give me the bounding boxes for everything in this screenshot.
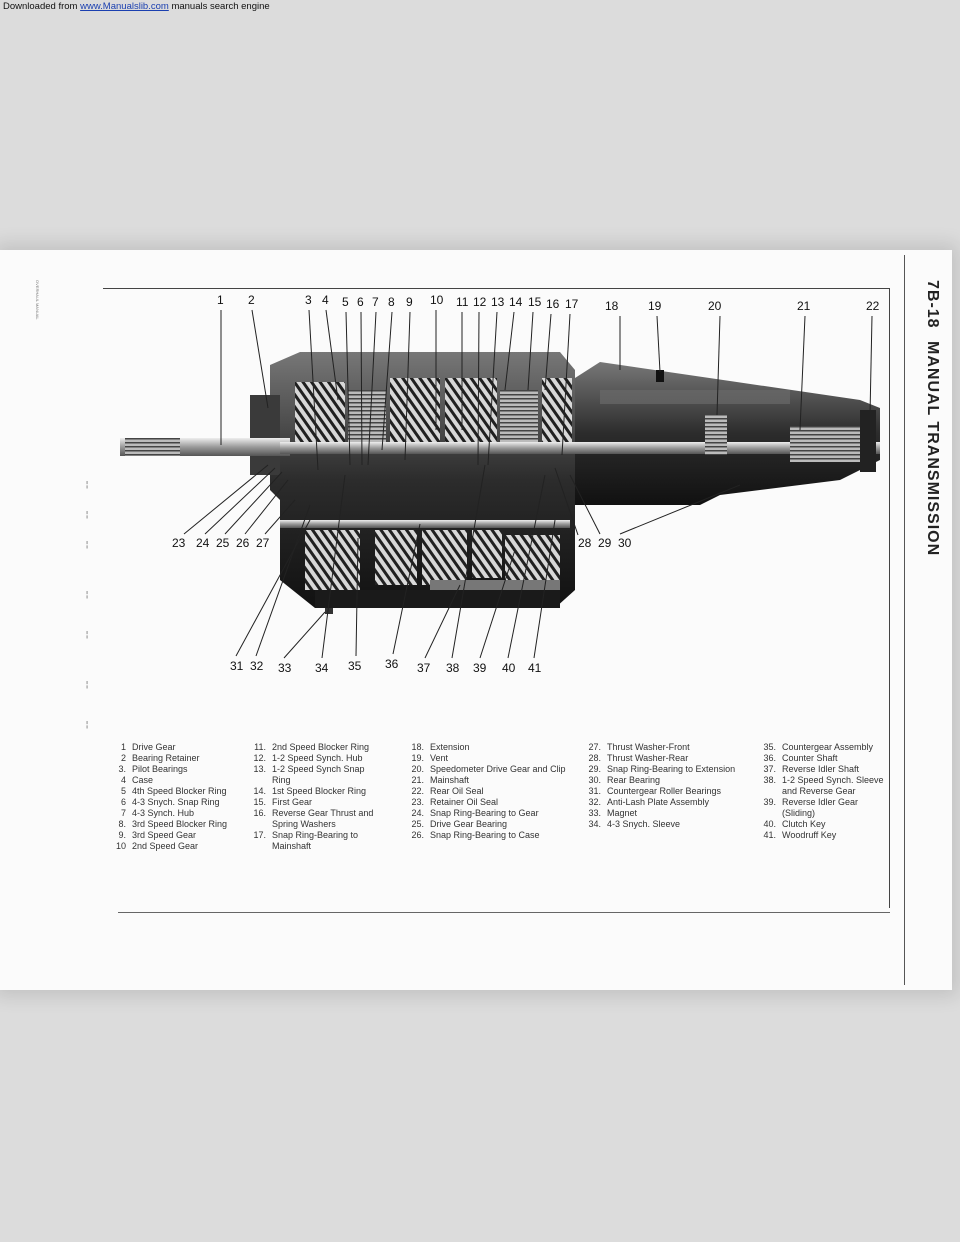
callout-39: 39: [473, 661, 487, 675]
callout-15: 15: [528, 295, 542, 309]
download-banner: [0, 0, 960, 14]
callout-20: 20: [708, 299, 722, 313]
legend-entry: [585, 764, 755, 775]
legend-entry: [408, 797, 568, 808]
legend-entry-number: 36.: [763, 753, 776, 763]
synch-hub-3-4: [348, 390, 386, 442]
legend-entry: [110, 830, 250, 841]
legend-entry-number: 5: [120, 786, 126, 796]
legend-entry-number: 10: [115, 841, 126, 851]
legend-entry: [110, 764, 250, 775]
legend-entry: [585, 786, 755, 797]
legend-entry: [408, 808, 568, 819]
section-title: MANUAL TRANSMISSION: [924, 340, 941, 556]
legend-entry-text: First Gear: [272, 797, 313, 807]
legend-entry: [760, 764, 890, 775]
legend-entry: [110, 808, 250, 819]
legend-entry-number: 39.: [763, 797, 776, 807]
legend-entry-number: 25.: [411, 819, 424, 829]
third-gear: [390, 378, 440, 442]
legend-column-5: [760, 742, 890, 841]
legend-entry-number: 27.: [588, 742, 601, 752]
legend-entry-number: 2: [120, 753, 126, 763]
legend-entry: [110, 786, 250, 797]
legend-entry: [585, 808, 755, 819]
legend-entry: [110, 797, 250, 808]
legend-entry: [408, 764, 568, 775]
legend-entry: [408, 742, 568, 753]
legend-entry-text: Drive Gear: [132, 742, 176, 752]
legend-entry: [250, 786, 380, 797]
legend-column-4: [585, 742, 755, 830]
legend-entry: [110, 841, 250, 852]
drive-gear-spline: [125, 438, 180, 456]
legend-entry-number: 20.: [411, 764, 424, 774]
legend-entry-text: Mainshaft: [430, 775, 470, 785]
legend-entry-number: 34.: [588, 819, 601, 829]
legend-entry-number: 6: [120, 797, 126, 807]
legend-entry-text: Bearing Retainer: [132, 753, 200, 763]
legend-entry-number: 33.: [588, 808, 601, 818]
legend-entry: [408, 753, 568, 764]
countergear-4: [472, 530, 502, 578]
legend-entry-text: 1st Speed Blocker Ring: [272, 786, 367, 796]
callout-3: 3: [305, 293, 312, 307]
legend-entry-text: Retainer Oil Seal: [430, 797, 499, 807]
legend-entry: [110, 775, 250, 786]
legend-column-2: [250, 742, 380, 852]
legend-entry-number: 9.: [118, 830, 126, 840]
legend-entry-text: Drive Gear Bearing: [430, 819, 508, 829]
legend-entry: [760, 753, 890, 764]
legend-entry: [585, 742, 755, 753]
figure-frame-bottom: [118, 912, 890, 913]
callouts-top: [217, 293, 880, 313]
legend-entry: [110, 753, 250, 764]
legend-entry-number: 30.: [588, 775, 601, 785]
callout-14: 14: [509, 295, 523, 309]
callout-26: 26: [236, 536, 250, 550]
legend-entry-number: 24.: [411, 808, 424, 818]
callout-40: 40: [502, 661, 516, 675]
legend-entry-number: 40.: [763, 819, 776, 829]
legend-entry: [250, 830, 380, 852]
legend-entry-number: 18.: [411, 742, 424, 752]
legend-entry-number: 12.: [253, 753, 266, 763]
legend-entry-number: 8.: [118, 819, 126, 829]
callout-8: 8: [388, 295, 395, 309]
margin-note: OVERHAUL MANUAL: [35, 280, 40, 320]
callout-29: 29: [598, 536, 612, 550]
legend-entry: [250, 764, 380, 786]
legend-entry-number: 17.: [253, 830, 266, 840]
legend-entry-number: 14.: [253, 786, 266, 796]
legend-entry-number: 11.: [254, 742, 266, 752]
reverse-idler-shaft: [430, 580, 560, 590]
legend-entry-text: Reverse Idler Shaft: [782, 764, 860, 774]
legend-entry-text: Rear Oil Seal: [430, 786, 484, 796]
counter-shaft: [280, 520, 570, 528]
legend-entry-number: 1: [120, 742, 126, 752]
legend-entry: [760, 797, 890, 819]
legend-entry-text: 4-3 Snych. Snap Ring: [132, 797, 220, 807]
countergear-1: [305, 530, 360, 590]
legend-entry: [408, 819, 568, 830]
legend-entry-text: 3rd Speed Blocker Ring: [132, 819, 228, 829]
callout-28: 28: [578, 536, 592, 550]
legend-entry-text: 1-2 Speed Synch Snap Ring: [272, 764, 365, 785]
legend-entry-number: 16.: [253, 808, 266, 818]
legend-entry-number: 28.: [588, 753, 601, 763]
callout-7: 7: [372, 295, 379, 309]
legend-entry-text: 2nd Speed Gear: [132, 841, 199, 851]
callout-37: 37: [417, 661, 431, 675]
callout-17: 17: [565, 297, 579, 311]
transmission-cutaway-diagram: [100, 290, 890, 690]
case-bottom-pan: [315, 590, 560, 608]
fourth-gear: [295, 382, 345, 442]
bearing-retainer: [250, 395, 280, 475]
callout-19: 19: [648, 299, 662, 313]
callout-22: 22: [866, 299, 880, 313]
callouts-bottom: [230, 657, 542, 675]
legend-entry-text: Reverse Gear Thrust and Spring Washers: [272, 808, 374, 829]
legend-entry: [408, 775, 568, 786]
callout-35: 35: [348, 659, 362, 673]
legend-entry-text: Vent: [430, 753, 449, 763]
callout-2: 2: [248, 293, 255, 307]
speedometer-gear: [705, 415, 727, 455]
callout-6: 6: [357, 295, 364, 309]
callout-16: 16: [546, 297, 560, 311]
scan-artifacts: ¦ ¦ ¦ ¦ ¦ ¦ ¦: [86, 480, 89, 729]
page-header: [912, 280, 952, 640]
leader-lines-mid-left: [184, 465, 295, 534]
callout-41: 41: [528, 661, 542, 675]
callout-30: 30: [618, 536, 632, 550]
countergear-2: [375, 530, 417, 585]
legend-entry-text: Anti-Lash Plate Assembly: [607, 797, 710, 807]
callouts-mid-left: [172, 536, 270, 550]
legend-entry-number: 29.: [588, 764, 601, 774]
legend-entry: [585, 819, 755, 830]
legend-entry: [408, 830, 568, 841]
legend-entry-number: 4: [120, 775, 126, 785]
callout-1: 1: [217, 293, 224, 307]
legend-entry-text: Rear Bearing: [607, 775, 661, 785]
legend-entry: [760, 830, 890, 841]
legend-entry-number: 32.: [588, 797, 601, 807]
callout-13: 13: [491, 295, 505, 309]
legend-entry-number: 41.: [763, 830, 776, 840]
callout-34: 34: [315, 661, 329, 675]
legend-column-1: [110, 742, 250, 852]
legend-entry-number: 19.: [411, 753, 424, 763]
legend-entry: [760, 819, 890, 830]
legend-entry-text: Speedometer Drive Gear and Clip: [430, 764, 566, 774]
callout-9: 9: [406, 295, 413, 309]
legend-entry: [760, 775, 890, 797]
callout-5: 5: [342, 295, 349, 309]
legend-entry: [250, 797, 380, 808]
legend-entry-text: 2nd Speed Blocker Ring: [272, 742, 370, 752]
legend-entry-text: 3rd Speed Gear: [132, 830, 197, 840]
callout-24: 24: [196, 536, 210, 550]
magnet: [325, 608, 333, 614]
legend-entry-text: 1-2 Speed Synch. Hub: [272, 753, 363, 763]
legend-entry-text: Snap Ring-Bearing to Case: [430, 830, 540, 840]
callout-4: 4: [322, 293, 329, 307]
callout-31: 31: [230, 659, 244, 673]
legend-entry: [585, 753, 755, 764]
callout-11: 11: [456, 295, 469, 309]
callout-36: 36: [385, 657, 399, 671]
legend-entry-text: Snap Ring-Bearing to Gear: [430, 808, 539, 818]
banner-prefix: Downloaded from: [3, 1, 81, 12]
legend-entry-text: Counter Shaft: [782, 753, 838, 763]
legend-entry-text: Snap Ring-Bearing to Extension: [607, 764, 736, 774]
legend-entry-text: Woodruff Key: [782, 830, 837, 840]
legend-entry: [250, 808, 380, 830]
legend-entry-number: 26.: [411, 830, 424, 840]
callout-23: 23: [172, 536, 186, 550]
callout-33: 33: [278, 661, 292, 675]
legend-entry-number: 3.: [118, 764, 126, 774]
legend-entry: [585, 797, 755, 808]
legend-entry-text: Clutch Key: [782, 819, 826, 829]
legend-entry-number: 7: [120, 808, 126, 818]
extension-highlight: [600, 390, 790, 404]
callouts-mid-right: [578, 536, 632, 550]
legend-entry: [408, 786, 568, 797]
legend-entry: [250, 742, 380, 753]
legend-entry-text: 4th Speed Blocker Ring: [132, 786, 227, 796]
legend-entry-text: Extension: [430, 742, 470, 752]
callout-18: 18: [605, 299, 619, 313]
legend-entry-number: 35.: [763, 742, 776, 752]
legend-entry-text: Pilot Bearings: [132, 764, 188, 774]
callout-32: 32: [250, 659, 264, 673]
legend-entry: [250, 753, 380, 764]
banner-suffix: manuals search engine: [168, 1, 270, 12]
callout-38: 38: [446, 661, 460, 675]
legend-entry: [760, 742, 890, 753]
legend-entry-number: 23.: [411, 797, 424, 807]
legend-entry-number: 22.: [411, 786, 424, 796]
legend-entry-number: 21.: [411, 775, 424, 785]
rear-oil-seal: [860, 410, 876, 472]
legend-entry: [110, 742, 250, 753]
first-gear: [542, 378, 572, 442]
legend-entry-text: Reverse Idler Gear (Sliding): [782, 797, 859, 818]
callout-12: 12: [473, 295, 487, 309]
legend-entry-text: Thrust Washer-Rear: [607, 753, 689, 763]
legend-entry-number: 31.: [588, 786, 601, 796]
legend-entry-text: Countergear Roller Bearings: [607, 786, 722, 796]
callout-10: 10: [430, 293, 444, 307]
legend-entry-text: Magnet: [607, 808, 638, 818]
callout-25: 25: [216, 536, 230, 550]
legend-column-3: [408, 742, 568, 841]
legend-entry-text: Thrust Washer-Front: [607, 742, 690, 752]
manualslib-link[interactable]: www.Manualslib.com: [80, 1, 169, 12]
legend-entry-number: 37.: [763, 764, 776, 774]
countergear-3: [422, 530, 467, 585]
page-number: 7B-18: [924, 280, 941, 329]
legend-entry-text: 1-2 Speed Synch. Sleeve and Reverse Gear: [782, 775, 884, 796]
figure-frame-top: [103, 288, 890, 289]
legend-entry-text: 4-3 Snych. Sleeve: [607, 819, 681, 829]
callout-27: 27: [256, 536, 270, 550]
legend-entry-text: 4-3 Synch. Hub: [132, 808, 195, 818]
legend-entry-text: Snap Ring-Bearing to Mainshaft: [272, 830, 359, 851]
legend-entry-text: Case: [132, 775, 154, 785]
parts-legend: [110, 742, 890, 910]
second-gear: [445, 378, 497, 442]
legend-entry-number: 38.: [763, 775, 776, 785]
legend-entry: [585, 775, 755, 786]
synch-hub-1-2: [500, 390, 538, 442]
callout-21: 21: [797, 299, 811, 313]
legend-entry-text: Countergear Assembly: [782, 742, 874, 752]
legend-entry-number: 15.: [253, 797, 266, 807]
legend-entry-number: 13.: [253, 764, 266, 774]
side-rail-rule: [904, 255, 905, 985]
legend-entry: [110, 819, 250, 830]
